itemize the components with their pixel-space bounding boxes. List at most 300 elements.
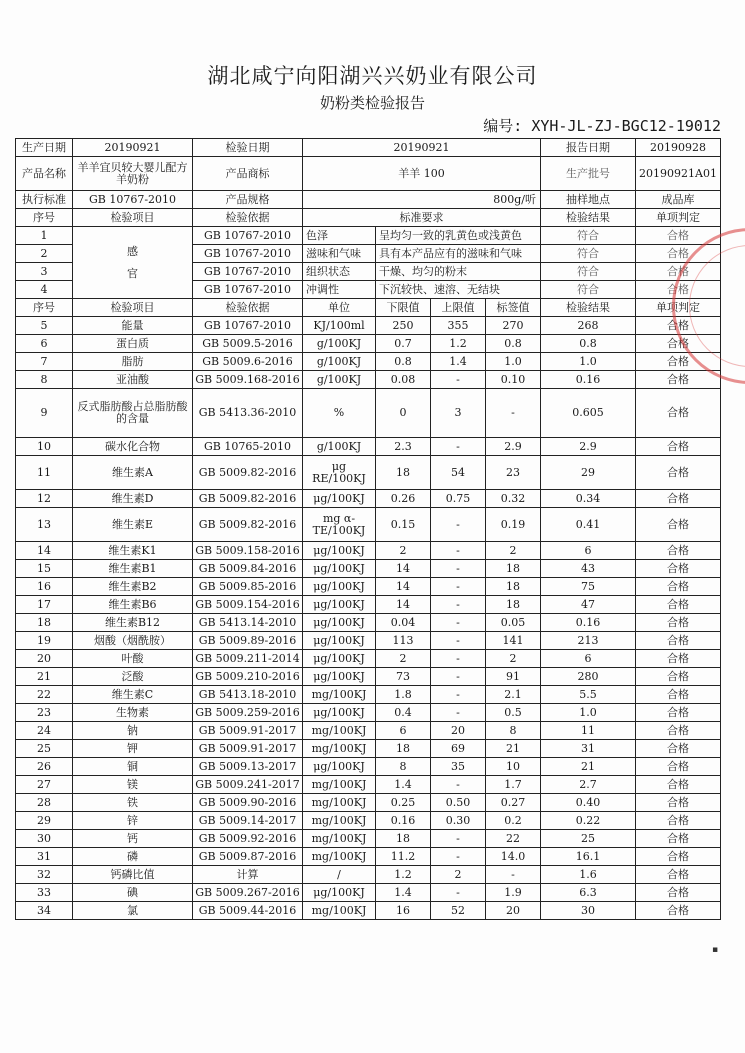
header-cell: 单项判定 (636, 299, 721, 317)
label-value-cell: 1.7 (486, 776, 541, 794)
requirement-cell: 干燥、均匀的粉末 (376, 263, 541, 281)
seal-inner-ring (689, 245, 745, 367)
requirement-cell: 下沉较快、速溶、无结块 (376, 281, 541, 299)
result-cell: 11 (541, 722, 636, 740)
basis-cell: GB 5413.14-2010 (193, 614, 303, 632)
result-cell: 1.0 (541, 704, 636, 722)
result-cell: 1.0 (541, 353, 636, 371)
item-cell: 维生素K1 (73, 542, 193, 560)
sensory-row (16, 227, 721, 245)
header-cell: 标签值 (486, 299, 541, 317)
label-value-cell: 0.32 (486, 490, 541, 508)
verdict-cell: 合格 (636, 371, 721, 389)
row-number: 13 (16, 508, 73, 542)
row-number: 9 (16, 389, 73, 438)
unit-cell: μg/100KJ (303, 490, 376, 508)
verdict-cell: 合格 (636, 632, 721, 650)
verdict-cell: 合格 (636, 668, 721, 686)
verdict-cell: 合格 (636, 263, 721, 281)
header-cell: 标准要求 (303, 209, 541, 227)
min-cell: 73 (376, 668, 431, 686)
item-cell: 维生素B12 (73, 614, 193, 632)
max-cell: - (431, 614, 486, 632)
min-cell: 0.26 (376, 490, 431, 508)
result-cell: 21 (541, 758, 636, 776)
min-cell: 18 (376, 740, 431, 758)
verdict-cell: 合格 (636, 456, 721, 490)
verdict-cell: 合格 (636, 614, 721, 632)
min-cell: 1.4 (376, 884, 431, 902)
label-value-cell: 0.2 (486, 812, 541, 830)
basis-cell: GB 5009.6-2016 (193, 353, 303, 371)
label-value-cell: 1.0 (486, 353, 541, 371)
unit-cell: μg/100KJ (303, 668, 376, 686)
requirement-cell: 具有本产品应有的滋味和气味 (376, 245, 541, 263)
unit-cell: mg/100KJ (303, 848, 376, 866)
table-row (16, 614, 721, 632)
unit-cell: mg/100KJ (303, 812, 376, 830)
attribute-cell: 色泽 (303, 227, 376, 245)
label-value-cell: - (486, 866, 541, 884)
result-cell: 29 (541, 456, 636, 490)
basis-cell: 计算 (193, 866, 303, 884)
basis-cell: GB 5009.91-2017 (193, 740, 303, 758)
row-number: 11 (16, 456, 73, 490)
production-date-value: 20190921 (73, 139, 193, 157)
table-row (16, 866, 721, 884)
min-cell: 1.4 (376, 776, 431, 794)
basis-cell: GB 10767-2010 (193, 281, 303, 299)
table-row (16, 335, 721, 353)
basis-cell: GB 5009.82-2016 (193, 490, 303, 508)
unit-cell: μg/100KJ (303, 884, 376, 902)
result-cell: 符合 (541, 227, 636, 245)
item-cell: 泛酸 (73, 668, 193, 686)
table-row (16, 902, 721, 920)
basis-cell: GB 5009.211-2014 (193, 650, 303, 668)
basis-cell: GB 5413.18-2010 (193, 686, 303, 704)
unit-cell: mg/100KJ (303, 794, 376, 812)
table-row (16, 456, 721, 490)
item-cell: 维生素E (73, 508, 193, 542)
min-cell: 1.8 (376, 686, 431, 704)
unit-cell: / (303, 866, 376, 884)
min-cell: 1.2 (376, 866, 431, 884)
max-cell: 0.30 (431, 812, 486, 830)
row-number: 2 (16, 245, 73, 263)
attribute-cell: 组织状态 (303, 263, 376, 281)
sensory-header-row (16, 209, 721, 227)
label-value-cell: 91 (486, 668, 541, 686)
result-cell: 0.40 (541, 794, 636, 812)
verdict-cell: 合格 (636, 884, 721, 902)
inspection-date-label: 检验日期 (193, 139, 303, 157)
label-value-cell: 21 (486, 740, 541, 758)
production-date-label: 生产日期 (16, 139, 73, 157)
basis-cell: GB 5009.5-2016 (193, 335, 303, 353)
min-cell: 0 (376, 389, 431, 438)
table-row (16, 490, 721, 508)
row-number: 26 (16, 758, 73, 776)
header-cell: 上限值 (431, 299, 486, 317)
max-cell: - (431, 884, 486, 902)
unit-cell: g/100KJ (303, 353, 376, 371)
basis-cell: GB 10767-2010 (193, 227, 303, 245)
report-table-body (16, 139, 721, 920)
min-cell: 2 (376, 650, 431, 668)
product-name-label: 产品名称 (16, 157, 73, 191)
basis-cell: GB 5009.92-2016 (193, 830, 303, 848)
verdict-cell: 合格 (636, 281, 721, 299)
max-cell: - (431, 542, 486, 560)
min-cell: 0.7 (376, 335, 431, 353)
item-cell: 脂肪 (73, 353, 193, 371)
min-cell: 14 (376, 560, 431, 578)
item-cell: 能量 (73, 317, 193, 335)
item-cell: 磷 (73, 848, 193, 866)
basis-cell: GB 5009.210-2016 (193, 668, 303, 686)
result-cell: 0.8 (541, 335, 636, 353)
item-cell: 铜 (73, 758, 193, 776)
max-cell: - (431, 848, 486, 866)
row-number: 22 (16, 686, 73, 704)
label-value-cell: 18 (486, 596, 541, 614)
verdict-cell: 合格 (636, 776, 721, 794)
table-row (16, 317, 721, 335)
max-cell: - (431, 508, 486, 542)
result-cell: 符合 (541, 245, 636, 263)
item-cell: 钙磷比值 (73, 866, 193, 884)
page-mark: ▪ (712, 945, 719, 955)
item-cell: 镁 (73, 776, 193, 794)
table-row (16, 794, 721, 812)
label-value-cell: 2 (486, 542, 541, 560)
unit-cell: mg/100KJ (303, 686, 376, 704)
unit-cell: mg α-TE/100KJ (303, 508, 376, 542)
header-cell: 检验项目 (73, 299, 193, 317)
row-number: 25 (16, 740, 73, 758)
verdict-cell: 合格 (636, 490, 721, 508)
row-number: 32 (16, 866, 73, 884)
item-cell: 铁 (73, 794, 193, 812)
table-row (16, 632, 721, 650)
row-number: 7 (16, 353, 73, 371)
row-number: 8 (16, 371, 73, 389)
result-cell: 280 (541, 668, 636, 686)
row-number: 6 (16, 335, 73, 353)
basis-cell: GB 5009.241-2017 (193, 776, 303, 794)
item-cell: 反式脂肪酸占总脂肪酸的含量 (73, 389, 193, 438)
standard-value: GB 10767-2010 (73, 191, 193, 209)
basis-cell: GB 5009.267-2016 (193, 884, 303, 902)
table-row (16, 578, 721, 596)
result-cell: 0.34 (541, 490, 636, 508)
item-cell: 钙 (73, 830, 193, 848)
row-number: 12 (16, 490, 73, 508)
trademark-label: 产品商标 (193, 157, 303, 191)
header-cell: 检验依据 (193, 209, 303, 227)
min-cell: 16 (376, 902, 431, 920)
label-value-cell: 0.5 (486, 704, 541, 722)
result-cell: 1.6 (541, 866, 636, 884)
max-cell: 1.4 (431, 353, 486, 371)
item-cell: 维生素D (73, 490, 193, 508)
row-number: 19 (16, 632, 73, 650)
basis-cell: GB 5413.36-2010 (193, 389, 303, 438)
max-cell: - (431, 686, 486, 704)
verdict-cell: 合格 (636, 389, 721, 438)
max-cell: 2 (431, 866, 486, 884)
label-value-cell: 23 (486, 456, 541, 490)
verdict-cell: 合格 (636, 794, 721, 812)
label-value-cell: 10 (486, 758, 541, 776)
header-cell: 检验结果 (541, 209, 636, 227)
min-cell: 0.16 (376, 812, 431, 830)
min-cell: 0.15 (376, 508, 431, 542)
row-number: 4 (16, 281, 73, 299)
unit-cell: mg/100KJ (303, 722, 376, 740)
basis-cell: GB 5009.85-2016 (193, 578, 303, 596)
unit-cell: μg/100KJ (303, 560, 376, 578)
verdict-cell: 合格 (636, 542, 721, 560)
unit-cell: μg/100KJ (303, 578, 376, 596)
header-cell: 下限值 (376, 299, 431, 317)
table-row (16, 353, 721, 371)
item-cell: 钾 (73, 740, 193, 758)
verdict-cell: 合格 (636, 578, 721, 596)
unit-cell: μg/100KJ (303, 758, 376, 776)
basis-cell: GB 5009.259-2016 (193, 704, 303, 722)
verdict-cell: 合格 (636, 866, 721, 884)
label-value-cell: 141 (486, 632, 541, 650)
info-row-product (16, 157, 721, 191)
max-cell: - (431, 438, 486, 456)
report-serial: 编号: XYH-JL-ZJ-BGC12-19012 (483, 117, 721, 135)
unit-cell: μg/100KJ (303, 704, 376, 722)
item-cell: 维生素B2 (73, 578, 193, 596)
verdict-cell: 合格 (636, 353, 721, 371)
item-cell: 钠 (73, 722, 193, 740)
unit-cell: g/100KJ (303, 335, 376, 353)
row-number: 31 (16, 848, 73, 866)
max-cell: - (431, 830, 486, 848)
min-cell: 0.8 (376, 353, 431, 371)
basis-cell: GB 5009.168-2016 (193, 371, 303, 389)
unit-cell: mg/100KJ (303, 776, 376, 794)
header-cell: 检验项目 (73, 209, 193, 227)
basis-cell: GB 5009.84-2016 (193, 560, 303, 578)
unit-cell: μg/100KJ (303, 542, 376, 560)
basis-cell: GB 10765-2010 (193, 438, 303, 456)
table-row (16, 740, 721, 758)
result-cell: 6 (541, 650, 636, 668)
row-number: 30 (16, 830, 73, 848)
max-cell: 35 (431, 758, 486, 776)
verdict-cell: 合格 (636, 508, 721, 542)
result-cell: 6 (541, 542, 636, 560)
sensory-group-label: 感 官 (73, 227, 193, 299)
report-title: 奶粉类检验报告 (319, 94, 425, 112)
min-cell: 0.4 (376, 704, 431, 722)
row-number: 34 (16, 902, 73, 920)
company-title: 湖北咸宁向阳湖兴兴奶业有限公司 (207, 64, 538, 88)
row-number: 14 (16, 542, 73, 560)
spec-value: 800g/听 (303, 191, 541, 209)
item-cell: 碘 (73, 884, 193, 902)
header-cell: 序号 (16, 209, 73, 227)
basis-cell: GB 5009.82-2016 (193, 456, 303, 490)
unit-cell: KJ/100ml (303, 317, 376, 335)
max-cell: - (431, 632, 486, 650)
table-row (16, 704, 721, 722)
header-cell: 序号 (16, 299, 73, 317)
min-cell: 2.3 (376, 438, 431, 456)
item-cell: 维生素A (73, 456, 193, 490)
basis-cell: GB 5009.158-2016 (193, 542, 303, 560)
verdict-cell: 合格 (636, 902, 721, 920)
unit-cell: % (303, 389, 376, 438)
result-cell: 2.9 (541, 438, 636, 456)
verdict-cell: 合格 (636, 650, 721, 668)
batch-label: 生产批号 (541, 157, 636, 191)
sampling-label: 抽样地点 (541, 191, 636, 209)
item-cell: 维生素B6 (73, 596, 193, 614)
attribute-cell: 滋味和气味 (303, 245, 376, 263)
trademark-value: 羊羊 100 (303, 157, 541, 191)
table-row (16, 668, 721, 686)
basis-cell: GB 5009.14-2017 (193, 812, 303, 830)
max-cell: - (431, 704, 486, 722)
table-row (16, 884, 721, 902)
result-cell: 268 (541, 317, 636, 335)
result-cell: 0.16 (541, 371, 636, 389)
unit-cell: μg/100KJ (303, 632, 376, 650)
max-cell: 1.2 (431, 335, 486, 353)
basis-cell: GB 5009.82-2016 (193, 508, 303, 542)
item-cell: 碳水化合物 (73, 438, 193, 456)
result-cell: 213 (541, 632, 636, 650)
max-cell: 355 (431, 317, 486, 335)
item-cell: 叶酸 (73, 650, 193, 668)
table-row (16, 830, 721, 848)
report-date-value: 20190928 (636, 139, 721, 157)
result-cell: 5.5 (541, 686, 636, 704)
label-value-cell: 1.9 (486, 884, 541, 902)
inspection-date-value: 20190921 (303, 139, 541, 157)
item-cell: 烟酸（烟酰胺） (73, 632, 193, 650)
report-table (15, 138, 721, 920)
requirement-cell: 呈均匀一致的乳黄色或浅黄色 (376, 227, 541, 245)
max-cell: - (431, 650, 486, 668)
row-number: 27 (16, 776, 73, 794)
report-date-label: 报告日期 (541, 139, 636, 157)
row-number: 10 (16, 438, 73, 456)
max-cell: 0.50 (431, 794, 486, 812)
row-number: 20 (16, 650, 73, 668)
result-cell: 0.16 (541, 614, 636, 632)
row-number: 33 (16, 884, 73, 902)
product-name-value: 羊羊宜贝较大婴儿配方羊奶粉 (73, 157, 193, 191)
basis-cell: GB 5009.87-2016 (193, 848, 303, 866)
min-cell: 14 (376, 596, 431, 614)
info-row-standard (16, 191, 721, 209)
verdict-cell: 合格 (636, 686, 721, 704)
result-cell: 75 (541, 578, 636, 596)
max-cell: - (431, 776, 486, 794)
result-cell: 0.41 (541, 508, 636, 542)
result-cell: 25 (541, 830, 636, 848)
max-cell: 54 (431, 456, 486, 490)
main-header-row (16, 299, 721, 317)
min-cell: 18 (376, 830, 431, 848)
result-cell: 6.3 (541, 884, 636, 902)
table-row (16, 508, 721, 542)
table-row (16, 650, 721, 668)
basis-cell: GB 10767-2010 (193, 317, 303, 335)
label-value-cell: 18 (486, 578, 541, 596)
verdict-cell: 合格 (636, 758, 721, 776)
unit-cell: μg/100KJ (303, 596, 376, 614)
result-cell: 31 (541, 740, 636, 758)
verdict-cell: 合格 (636, 812, 721, 830)
result-cell: 0.605 (541, 389, 636, 438)
max-cell: 69 (431, 740, 486, 758)
max-cell: - (431, 371, 486, 389)
min-cell: 18 (376, 456, 431, 490)
row-number: 18 (16, 614, 73, 632)
table-row (16, 596, 721, 614)
item-cell: 亚油酸 (73, 371, 193, 389)
spec-label: 产品规格 (193, 191, 303, 209)
result-cell: 0.22 (541, 812, 636, 830)
sampling-value: 成品库 (636, 191, 721, 209)
verdict-cell: 合格 (636, 830, 721, 848)
basis-cell: GB 10767-2010 (193, 263, 303, 281)
label-value-cell: 0.19 (486, 508, 541, 542)
table-row (16, 371, 721, 389)
verdict-cell: 合格 (636, 227, 721, 245)
item-cell: 蛋白质 (73, 335, 193, 353)
label-value-cell: 18 (486, 560, 541, 578)
unit-cell: mg/100KJ (303, 740, 376, 758)
min-cell: 0.08 (376, 371, 431, 389)
unit-cell: g/100KJ (303, 371, 376, 389)
verdict-cell: 合格 (636, 722, 721, 740)
label-value-cell: 2 (486, 650, 541, 668)
item-cell: 维生素C (73, 686, 193, 704)
min-cell: 2 (376, 542, 431, 560)
verdict-cell: 合格 (636, 317, 721, 335)
basis-cell: GB 5009.44-2016 (193, 902, 303, 920)
table-row (16, 722, 721, 740)
min-cell: 8 (376, 758, 431, 776)
item-cell: 锌 (73, 812, 193, 830)
unit-cell: μg RE/100KJ (303, 456, 376, 490)
max-cell: - (431, 560, 486, 578)
label-value-cell: 8 (486, 722, 541, 740)
label-value-cell: 0.05 (486, 614, 541, 632)
min-cell: 250 (376, 317, 431, 335)
min-cell: 0.25 (376, 794, 431, 812)
verdict-cell: 合格 (636, 245, 721, 263)
result-cell: 符合 (541, 281, 636, 299)
verdict-cell: 合格 (636, 596, 721, 614)
basis-cell: GB 5009.154-2016 (193, 596, 303, 614)
table-row (16, 560, 721, 578)
label-value-cell: 0.10 (486, 371, 541, 389)
label-value-cell: 14.0 (486, 848, 541, 866)
header-cell: 检验依据 (193, 299, 303, 317)
